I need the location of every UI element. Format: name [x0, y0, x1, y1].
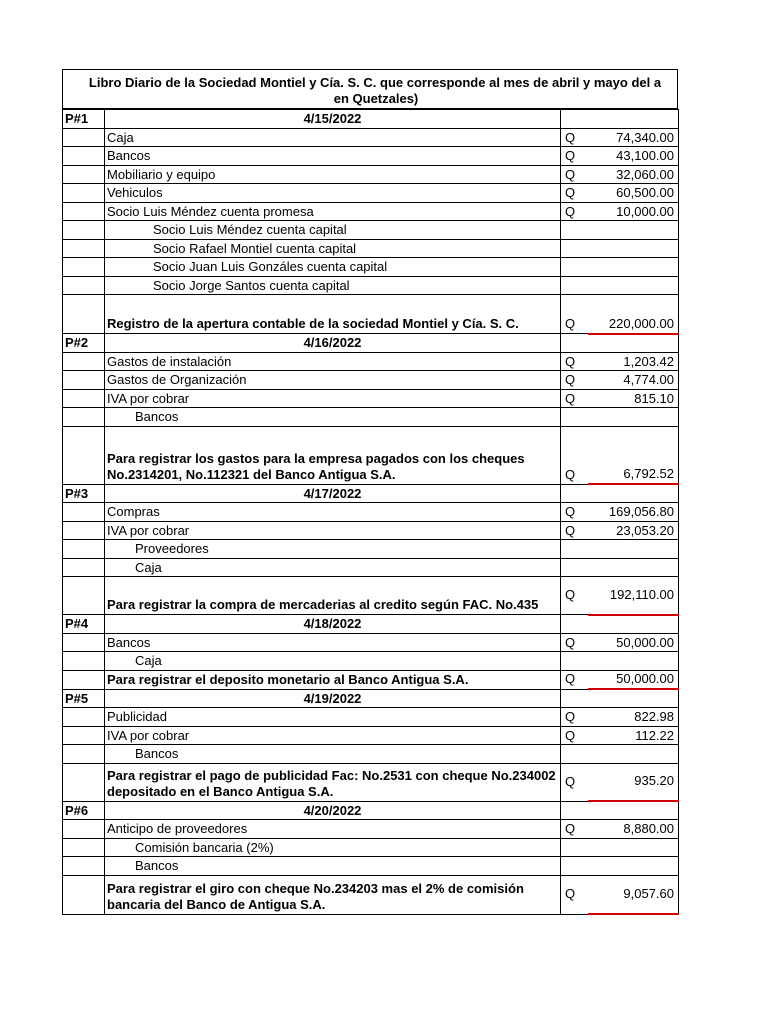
- amount: [588, 838, 679, 857]
- account-name: IVA por cobrar: [105, 726, 561, 745]
- empty-cell: [63, 128, 105, 147]
- amount: 23,053.20: [588, 521, 679, 540]
- total-currency: Q: [561, 577, 588, 615]
- amount: 43,100.00: [588, 147, 679, 166]
- empty-cell: [561, 110, 588, 129]
- currency-symbol: Q: [561, 389, 588, 408]
- empty-cell: [63, 745, 105, 764]
- empty-cell: [63, 708, 105, 727]
- account-name: Socio Luis Méndez cuenta promesa: [105, 202, 561, 221]
- journal-line: [63, 503, 679, 522]
- amount: [588, 408, 679, 427]
- entry-header-row: [63, 484, 679, 503]
- entry-header-row: [63, 334, 679, 353]
- journal-line: [63, 239, 679, 258]
- empty-cell: [63, 258, 105, 277]
- entry-id: P#4: [63, 615, 105, 634]
- entry-date: 4/16/2022: [105, 334, 561, 353]
- journal-table: [62, 109, 679, 915]
- journal-line: [63, 708, 679, 727]
- amount: [588, 652, 679, 671]
- currency-symbol: [561, 745, 588, 764]
- currency-symbol: [561, 838, 588, 857]
- empty-cell: [561, 801, 588, 820]
- empty-cell: [588, 334, 679, 353]
- currency-symbol: [561, 276, 588, 295]
- account-name: IVA por cobrar: [105, 521, 561, 540]
- entry-id: P#5: [63, 689, 105, 708]
- title-line-2: en Quetzales): [333, 91, 419, 106]
- journal-line: [63, 745, 679, 764]
- currency-symbol: Q: [561, 708, 588, 727]
- entry-id: P#6: [63, 801, 105, 820]
- empty-cell: [561, 689, 588, 708]
- journal-title: [62, 69, 678, 109]
- amount: 8,880.00: [588, 820, 679, 839]
- entry-description: Para registrar el pago de publicidad Fac: No.2531 con cheque No.234002 depositado en el Banco Antigua S.A.: [105, 763, 561, 801]
- journal-line: [63, 371, 679, 390]
- journal-line: [63, 276, 679, 295]
- entry-header-row: [63, 615, 679, 634]
- entry-date: 4/20/2022: [105, 801, 561, 820]
- entry-date: 4/17/2022: [105, 484, 561, 503]
- entry-header-row: [63, 801, 679, 820]
- entry-total: 9,057.60: [588, 875, 679, 914]
- journal-line: [63, 540, 679, 559]
- account-name: Socio Rafael Montiel cuenta capital: [105, 239, 561, 258]
- empty-cell: [588, 484, 679, 503]
- entry-description: Registro de la apertura contable de la sociedad Montiel y Cía. S. C.: [105, 295, 561, 334]
- total-currency: Q: [561, 670, 588, 689]
- empty-cell: [63, 521, 105, 540]
- amount: 4,774.00: [588, 371, 679, 390]
- journal-line: [63, 352, 679, 371]
- entry-total: 50,000.00: [588, 670, 679, 689]
- currency-symbol: Q: [561, 726, 588, 745]
- account-name: Proveedores: [105, 540, 561, 559]
- amount: 74,340.00: [588, 128, 679, 147]
- total-currency: Q: [561, 426, 588, 484]
- entry-total: 192,110.00: [588, 577, 679, 615]
- currency-symbol: [561, 258, 588, 277]
- empty-cell: [63, 408, 105, 427]
- currency-symbol: Q: [561, 352, 588, 371]
- journal-line: [63, 408, 679, 427]
- amount: 1,203.42: [588, 352, 679, 371]
- entry-header-row: [63, 689, 679, 708]
- empty-cell: [561, 615, 588, 634]
- empty-cell: [63, 389, 105, 408]
- entry-description: Para registrar el deposito monetario al Banco Antigua S.A.: [105, 670, 561, 689]
- journal-line: [63, 258, 679, 277]
- empty-cell: [63, 184, 105, 203]
- currency-symbol: [561, 652, 588, 671]
- empty-cell: [588, 801, 679, 820]
- account-name: Bancos: [105, 408, 561, 427]
- empty-cell: [63, 763, 105, 801]
- entry-total: 220,000.00: [588, 295, 679, 334]
- entry-id: P#3: [63, 484, 105, 503]
- entry-description-row: [63, 295, 679, 334]
- empty-cell: [63, 670, 105, 689]
- currency-symbol: Q: [561, 202, 588, 221]
- empty-cell: [63, 295, 105, 334]
- total-currency: Q: [561, 295, 588, 334]
- empty-cell: [63, 503, 105, 522]
- entry-description: Para registrar la compra de mercaderias al credito según FAC. No.435: [105, 577, 561, 615]
- journal-line: [63, 202, 679, 221]
- account-name: Anticipo de proveedores: [105, 820, 561, 839]
- entry-description-row: [63, 875, 679, 914]
- account-name: Compras: [105, 503, 561, 522]
- empty-cell: [588, 689, 679, 708]
- empty-cell: [63, 633, 105, 652]
- total-currency: Q: [561, 763, 588, 801]
- empty-cell: [63, 426, 105, 484]
- empty-cell: [561, 484, 588, 503]
- entry-description: Para registrar el giro con cheque No.234203 mas el 2% de comisión bancaria del Banco de Antigua S.A.: [105, 875, 561, 914]
- amount: 169,056.80: [588, 503, 679, 522]
- amount: [588, 540, 679, 559]
- currency-symbol: [561, 558, 588, 577]
- entry-total: 935.20: [588, 763, 679, 801]
- account-name: Publicidad: [105, 708, 561, 727]
- currency-symbol: [561, 239, 588, 258]
- journal-line: [63, 558, 679, 577]
- currency-symbol: [561, 540, 588, 559]
- total-currency: Q: [561, 875, 588, 914]
- account-name: Bancos: [105, 857, 561, 876]
- empty-cell: [63, 540, 105, 559]
- amount: [588, 857, 679, 876]
- account-name: Caja: [105, 652, 561, 671]
- amount: 112.22: [588, 726, 679, 745]
- currency-symbol: Q: [561, 820, 588, 839]
- entry-total: 6,792.52: [588, 426, 679, 484]
- entry-id: P#2: [63, 334, 105, 353]
- currency-symbol: [561, 857, 588, 876]
- currency-symbol: Q: [561, 521, 588, 540]
- entry-description-row: [63, 577, 679, 615]
- empty-cell: [63, 875, 105, 914]
- journal-line: [63, 165, 679, 184]
- amount: [588, 558, 679, 577]
- account-name: Socio Jorge Santos cuenta capital: [105, 276, 561, 295]
- journal-line: [63, 633, 679, 652]
- account-name: Socio Luis Méndez cuenta capital: [105, 221, 561, 240]
- account-name: Mobiliario y equipo: [105, 165, 561, 184]
- empty-cell: [63, 577, 105, 615]
- entry-date: 4/19/2022: [105, 689, 561, 708]
- amount: 822.98: [588, 708, 679, 727]
- account-name: Bancos: [105, 745, 561, 764]
- account-name: Comisión bancaria (2%): [105, 838, 561, 857]
- currency-symbol: Q: [561, 128, 588, 147]
- currency-symbol: Q: [561, 184, 588, 203]
- empty-cell: [63, 147, 105, 166]
- journal-line: [63, 147, 679, 166]
- journal-line: [63, 838, 679, 857]
- amount: 50,000.00: [588, 633, 679, 652]
- account-name: Gastos de instalación: [105, 352, 561, 371]
- amount: 32,060.00: [588, 165, 679, 184]
- account-name: Bancos: [105, 147, 561, 166]
- amount: [588, 221, 679, 240]
- account-name: Socio Juan Luis Gonzáles cuenta capital: [105, 258, 561, 277]
- account-name: Caja: [105, 128, 561, 147]
- amount: [588, 276, 679, 295]
- journal-line: [63, 652, 679, 671]
- currency-symbol: Q: [561, 371, 588, 390]
- journal-line: [63, 184, 679, 203]
- account-name: Caja: [105, 558, 561, 577]
- empty-cell: [63, 838, 105, 857]
- empty-cell: [63, 371, 105, 390]
- account-name: Vehiculos: [105, 184, 561, 203]
- empty-cell: [63, 352, 105, 371]
- entry-description-row: [63, 670, 679, 689]
- amount: [588, 239, 679, 258]
- empty-cell: [561, 334, 588, 353]
- empty-cell: [63, 652, 105, 671]
- entry-id: P#1: [63, 110, 105, 129]
- journal-line: [63, 820, 679, 839]
- currency-symbol: Q: [561, 165, 588, 184]
- amount: [588, 745, 679, 764]
- amount: [588, 258, 679, 277]
- journal-line: [63, 726, 679, 745]
- entry-description-row: [63, 763, 679, 801]
- title-line-1: Libro Diario de la Sociedad Montiel y Cía. S. C. que corresponde al mes de abril y mayo del a: [88, 75, 662, 90]
- entry-date: 4/15/2022: [105, 110, 561, 129]
- journal-sheet: [62, 69, 678, 915]
- empty-cell: [63, 221, 105, 240]
- currency-symbol: [561, 221, 588, 240]
- entry-header-row: [63, 110, 679, 129]
- empty-cell: [588, 615, 679, 634]
- empty-cell: [63, 857, 105, 876]
- entry-description-row: [63, 426, 679, 484]
- account-name: Bancos: [105, 633, 561, 652]
- empty-cell: [63, 202, 105, 221]
- amount: 60,500.00: [588, 184, 679, 203]
- journal-line: [63, 521, 679, 540]
- empty-cell: [63, 165, 105, 184]
- empty-cell: [63, 726, 105, 745]
- entry-description: Para registrar los gastos para la empresa pagados con los cheques No.2314201, No.112321 del Banco Antigua S.A.: [105, 426, 561, 484]
- journal-line: [63, 389, 679, 408]
- amount: 10,000.00: [588, 202, 679, 221]
- account-name: IVA por cobrar: [105, 389, 561, 408]
- amount: 815.10: [588, 389, 679, 408]
- currency-symbol: [561, 408, 588, 427]
- entry-date: 4/18/2022: [105, 615, 561, 634]
- journal-line: [63, 128, 679, 147]
- empty-cell: [63, 239, 105, 258]
- currency-symbol: Q: [561, 503, 588, 522]
- empty-cell: [588, 110, 679, 129]
- empty-cell: [63, 276, 105, 295]
- currency-symbol: Q: [561, 633, 588, 652]
- journal-line: [63, 221, 679, 240]
- account-name: Gastos de Organización: [105, 371, 561, 390]
- journal-line: [63, 857, 679, 876]
- empty-cell: [63, 820, 105, 839]
- empty-cell: [63, 558, 105, 577]
- currency-symbol: Q: [561, 147, 588, 166]
